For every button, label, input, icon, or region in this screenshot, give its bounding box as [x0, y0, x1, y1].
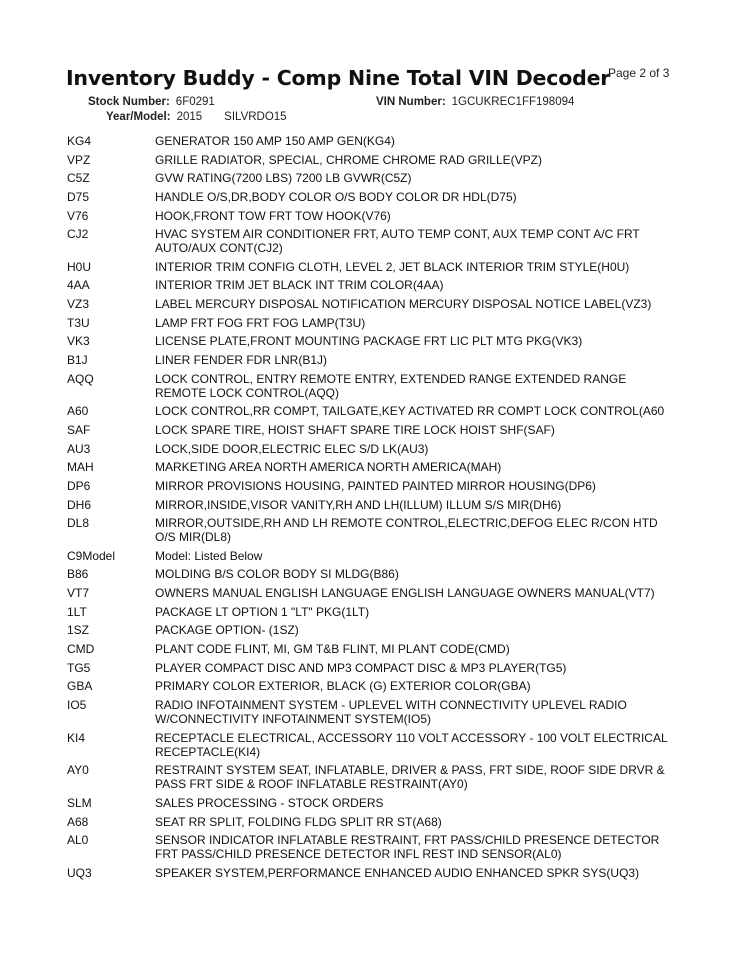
option-code: VK3 — [67, 334, 90, 349]
option-code: KI4 — [67, 730, 86, 745]
option-code: KG4 — [67, 134, 92, 148]
option-description: SENSOR INDICATOR INFLATABLE RESTRAINT, FRT PASS/CHILD PRESENCE DETECTOR FRT PASS/CHILD PRESENCE DETECTOR INFL REST IND SENSOR(AL0) — [155, 833, 660, 862]
option-row — [67, 796, 727, 810]
document-title: Inventory Buddy - Comp Nine Total VIN Decoder — [66, 66, 611, 90]
option-row — [67, 316, 727, 330]
option-code: GBA — [67, 679, 93, 694]
option-description: LOCK,SIDE DOOR,ELECTRIC ELEC S/D LK(AU3) — [155, 441, 429, 456]
option-description: PRIMARY COLOR EXTERIOR, BLACK (G) EXTERIOR COLOR(GBA) — [155, 679, 531, 694]
option-code-list — [67, 134, 727, 884]
option-row — [67, 442, 727, 456]
option-code: UQ3 — [67, 865, 92, 880]
stock-number-label: Stock Number: — [88, 96, 170, 108]
option-row — [67, 460, 727, 474]
option-row — [67, 833, 727, 861]
option-description: LOCK CONTROL,RR COMPT, TAILGATE,KEY ACTIVATED RR COMPT LOCK CONTROL(A60 — [155, 404, 665, 419]
option-description: HANDLE O/S,DR,BODY COLOR O/S BODY COLOR DR HDL(D75) — [155, 189, 517, 204]
option-row — [67, 549, 727, 563]
option-description: Model: Listed Below — [155, 548, 263, 563]
option-code: CMD — [67, 642, 95, 657]
option-description: LAMP FRT FOG FRT FOG LAMP(T3U) — [155, 315, 366, 330]
option-code: C9Model — [67, 548, 116, 563]
option-code: DH6 — [67, 497, 92, 512]
option-row — [67, 679, 727, 693]
option-row — [67, 153, 727, 167]
option-description: RECEPTACLE ELECTRICAL, ACCESSORY 110 VOLT ACCESSORY - 100 VOLT ELECTRICAL RECEPTACLE(KI4) — [155, 730, 668, 759]
option-description: LOCK SPARE TIRE, HOIST SHAFT SPARE TIRE LOCK HOIST SHF(SAF) — [155, 422, 555, 437]
option-description: GRILLE RADIATOR, SPECIAL, CHROME CHROME RAD GRILLE(VPZ) — [155, 152, 542, 167]
option-code: T3U — [67, 315, 90, 330]
option-code: MAH — [67, 460, 94, 475]
option-description: PACKAGE OPTION- (1SZ) — [155, 623, 299, 638]
option-code: C5Z — [67, 171, 90, 186]
year-model-field — [106, 111, 287, 123]
option-code: CJ2 — [67, 227, 89, 242]
option-code: A68 — [67, 814, 89, 829]
option-description: SPEAKER SYSTEM,PERFORMANCE ENHANCED AUDIO ENHANCED SPKR SYS(UQ3) — [155, 865, 640, 880]
option-code: B1J — [67, 353, 88, 368]
option-code: 1LT — [67, 604, 87, 619]
option-description: PLAYER COMPACT DISC AND MP3 COMPACT DISC & MP3 PLAYER(TG5) — [155, 660, 567, 675]
option-row — [67, 423, 727, 437]
option-description: GENERATOR 150 AMP 150 AMP GEN(KG4) — [155, 134, 395, 148]
option-row — [67, 334, 727, 348]
option-row — [67, 815, 727, 829]
option-row — [67, 353, 727, 367]
option-code: VT7 — [67, 586, 90, 601]
option-code: AQQ — [67, 371, 94, 386]
stock-number-value: 6F0291 — [175, 96, 215, 108]
option-code: AL0 — [67, 833, 89, 848]
option-description: LICENSE PLATE,FRONT MOUNTING PACKAGE FRT LIC PLT MTG PKG(VK3) — [155, 334, 583, 349]
option-code: VZ3 — [67, 297, 90, 312]
option-description: INTERIOR TRIM JET BLACK INT TRIM COLOR(4AA) — [155, 278, 444, 293]
option-row — [67, 642, 727, 656]
option-description: MARKETING AREA NORTH AMERICA NORTH AMERICA(MAH) — [155, 460, 502, 475]
option-description: OWNERS MANUAL ENGLISH LANGUAGE ENGLISH LANGUAGE OWNERS MANUAL(VT7) — [155, 586, 655, 601]
option-row — [67, 227, 727, 255]
option-row — [67, 171, 727, 185]
option-row — [67, 297, 727, 311]
option-code: DL8 — [67, 516, 90, 531]
option-row — [67, 567, 727, 581]
option-row — [67, 763, 727, 791]
option-code: B86 — [67, 567, 89, 582]
option-row — [67, 586, 727, 600]
option-description: MIRROR,INSIDE,VISOR VANITY,RH AND LH(ILLUM) ILLUM S/S MIR(DH6) — [155, 497, 562, 512]
option-row — [67, 516, 727, 544]
option-code: V76 — [67, 208, 89, 223]
option-description: GVW RATING(7200 LBS) 7200 LB GVWR(C5Z) — [155, 171, 412, 186]
option-description: SALES PROCESSING - STOCK ORDERS — [155, 795, 384, 810]
option-description: HOOK,FRONT TOW FRT TOW HOOK(V76) — [155, 208, 391, 223]
option-row — [67, 404, 727, 418]
option-row — [67, 623, 727, 637]
option-code: H0U — [67, 259, 92, 274]
option-description: HVAC SYSTEM AIR CONDITIONER FRT, AUTO TEMP CONT, AUX TEMP CONT A/C FRT AUTO/AUX CONT(CJ2) — [155, 227, 640, 256]
year-model-label: Year/Model: — [106, 111, 171, 123]
option-code: AU3 — [67, 441, 91, 456]
option-code: AY0 — [67, 763, 89, 778]
option-row — [67, 209, 727, 223]
option-row — [67, 190, 727, 204]
option-code: VPZ — [67, 152, 91, 167]
option-row — [67, 661, 727, 675]
option-code: A60 — [67, 404, 89, 419]
page-number: Page 2 of 3 — [608, 66, 670, 80]
option-description: LABEL MERCURY DISPOSAL NOTIFICATION MERCURY DISPOSAL NOTICE LABEL(VZ3) — [155, 297, 652, 312]
option-code: IO5 — [67, 697, 87, 712]
option-description: MIRROR,OUTSIDE,RH AND LH REMOTE CONTROL,ELECTRIC,DEFOG ELEC R/CON HTD O/S MIR(DL8) — [155, 516, 658, 545]
option-description: MOLDING B/S COLOR BODY SI MLDG(B86) — [155, 567, 399, 582]
stock-number-field — [88, 96, 215, 108]
option-code: SAF — [67, 422, 91, 437]
year-value: 2015 — [176, 111, 203, 123]
option-row — [67, 260, 727, 274]
option-description: SEAT RR SPLIT, FOLDING FLDG SPLIT RR ST(A68) — [155, 814, 442, 829]
option-code: 4AA — [67, 278, 90, 293]
option-description: LINER FENDER FDR LNR(B1J) — [155, 353, 328, 368]
option-code: TG5 — [67, 660, 91, 675]
option-description: RADIO INFOTAINMENT SYSTEM - UPLEVEL WITH CONNECTIVITY UPLEVEL RADIO W/CONNECTIVITY INFOTAINMENT SYSTEM(IO5) — [155, 697, 627, 726]
option-row — [67, 134, 727, 148]
vin-field — [376, 96, 574, 108]
model-value: SILVRDO15 — [224, 111, 287, 123]
option-description: LOCK CONTROL, ENTRY REMOTE ENTRY, EXTENDED RANGE EXTENDED RANGE REMOTE LOCK CONTROL(AQQ) — [155, 371, 627, 400]
option-row — [67, 731, 727, 759]
option-row — [67, 372, 727, 400]
option-row — [67, 498, 727, 512]
vin-label: VIN Number: — [376, 96, 446, 108]
option-description: RESTRAINT SYSTEM SEAT, INFLATABLE, DRIVER & PASS, FRT SIDE, ROOF SIDE DRVR & PASS FRT SIDE & ROOF INFLATABLE RESTRAINT(AY0) — [155, 763, 665, 792]
option-code: D75 — [67, 189, 90, 204]
option-row — [67, 698, 727, 726]
option-description: MIRROR PROVISIONS HOUSING, PAINTED PAINTED MIRROR HOUSING(DP6) — [155, 478, 596, 493]
option-code: 1SZ — [67, 623, 90, 638]
vin-value: 1GCUKREC1FF198094 — [451, 96, 575, 108]
option-description: INTERIOR TRIM CONFIG CLOTH, LEVEL 2, JET BLACK INTERIOR TRIM STYLE(H0U) — [155, 259, 630, 274]
option-row — [67, 605, 727, 619]
option-row — [67, 479, 727, 493]
option-code: DP6 — [67, 478, 91, 493]
option-row — [67, 866, 727, 880]
option-description: PACKAGE LT OPTION 1 "LT" PKG(1LT) — [155, 604, 370, 619]
option-code: SLM — [67, 795, 92, 810]
option-description: PLANT CODE FLINT, MI, GM T&B FLINT, MI PLANT CODE(CMD) — [155, 642, 510, 657]
option-row — [67, 278, 727, 292]
